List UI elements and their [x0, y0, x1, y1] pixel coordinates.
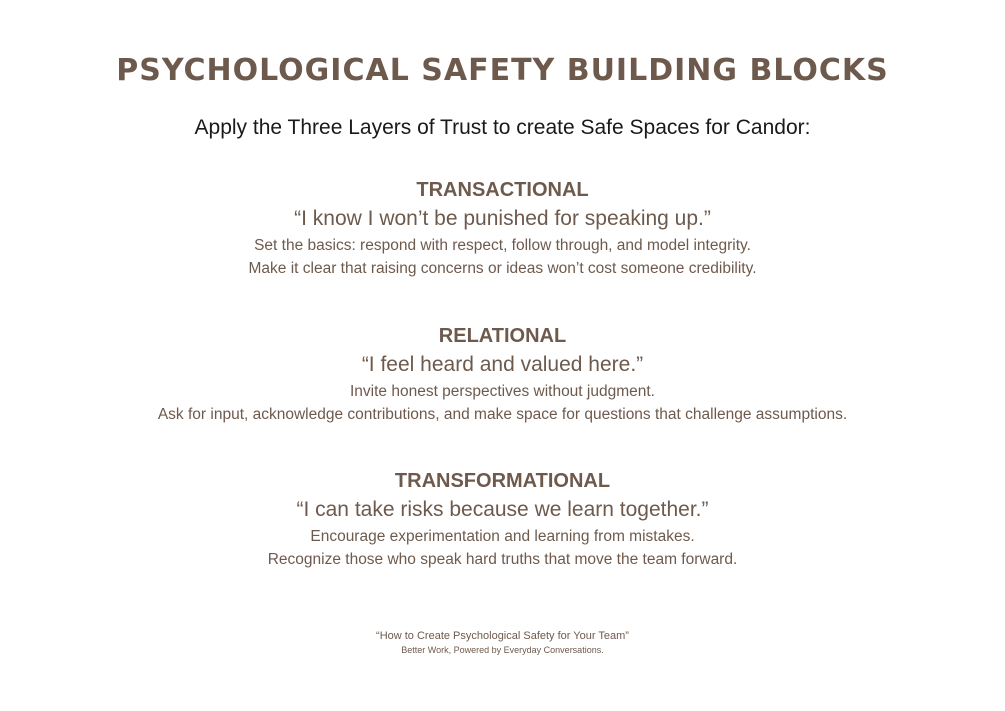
- page-subtitle: Apply the Three Layers of Trust to create Safe Spaces for Candor:: [194, 116, 811, 139]
- layer-transformational: [0, 467, 1005, 571]
- layer-quote: “I know I won’t be punished for speaking up.”: [294, 207, 711, 230]
- layer-description-line: Ask for input, acknowledge contributions, and make space for questions that challenge assumptions.: [157, 406, 848, 423]
- layer-transactional: [0, 176, 1005, 280]
- layer-description-line: Make it clear that raising concerns or ideas won’t cost someone credibility.: [248, 260, 757, 277]
- layer-heading: TRANSFORMATIONAL: [394, 470, 611, 492]
- layer-description-line: Invite honest perspectives without judgment.: [349, 383, 655, 400]
- layer-description-line: Encourage experimentation and learning from mistakes.: [310, 528, 695, 545]
- layer-heading: RELATIONAL: [438, 325, 567, 347]
- layer-description-line: Set the basics: respond with respect, follow through, and model integrity.: [254, 237, 751, 254]
- footer-source-title: “How to Create Psychological Safety for Your Team”: [376, 630, 629, 642]
- layer-relational: [0, 322, 1005, 426]
- layer-quote: “I can take risks because we learn together.”: [296, 498, 709, 521]
- page-title: PSYCHOLOGICAL SAFETY BUILDING BLOCKS: [116, 53, 889, 88]
- footer-credit: Better Work, Powered by Everyday Conversations.: [401, 645, 604, 655]
- layer-quote: “I feel heard and valued here.”: [361, 353, 644, 376]
- layer-heading: TRANSACTIONAL: [416, 179, 589, 201]
- page-footer: [0, 628, 1005, 657]
- layer-description-line: Recognize those who speak hard truths that move the team forward.: [267, 551, 738, 568]
